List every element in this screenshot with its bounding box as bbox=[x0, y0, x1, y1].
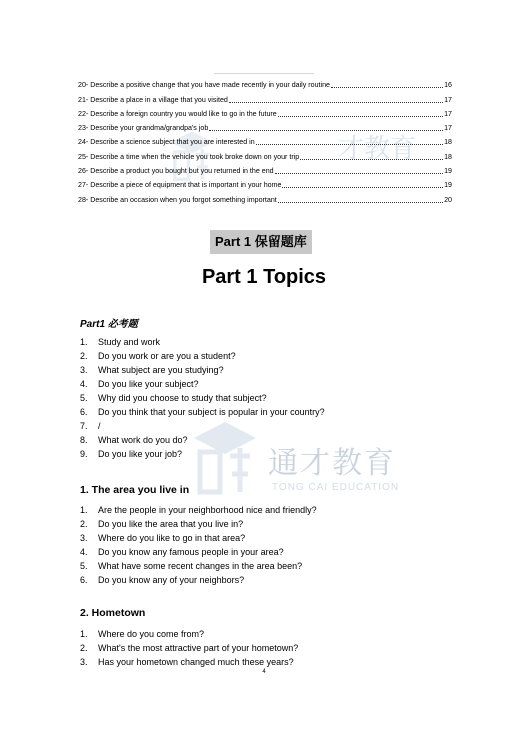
section-banner: Part 1 保留题库 bbox=[210, 230, 312, 254]
toc-entry[interactable] bbox=[78, 133, 452, 147]
toc-page-number: 16 bbox=[444, 81, 452, 90]
toc-entry-text: 26- Describe a product you bought but you returned in the end bbox=[78, 167, 274, 176]
question-number: 2. bbox=[80, 643, 88, 653]
question-text: Do you like your subject? bbox=[98, 379, 199, 389]
question-number: 3. bbox=[80, 365, 88, 375]
toc-leader-dots bbox=[278, 115, 443, 117]
toc-leader-dots bbox=[331, 86, 443, 88]
toc-entry-text: 21- Describe a place in a village that you visited bbox=[78, 95, 228, 104]
question-item bbox=[80, 503, 460, 517]
page-title: Part 1 Topics bbox=[201, 266, 327, 288]
question-item bbox=[80, 391, 460, 405]
question-number: 6. bbox=[80, 575, 88, 585]
toc-leader-dots bbox=[278, 201, 443, 203]
toc-entry-text: 22- Describe a foreign country you would like to go in the future bbox=[78, 109, 277, 118]
toc-leader-dots bbox=[229, 101, 443, 103]
question-item bbox=[80, 405, 460, 419]
question-text: Do you work or are you a student? bbox=[98, 351, 236, 361]
watermark-text-en: TONG CAI EDUCATION bbox=[272, 482, 400, 493]
question-number: 1. bbox=[80, 337, 88, 347]
question-item bbox=[80, 641, 460, 655]
question-number: 3. bbox=[80, 533, 88, 543]
toc-page-number: 18 bbox=[444, 138, 452, 147]
toc-page-number: 20 bbox=[444, 195, 452, 204]
question-number: 3. bbox=[80, 657, 88, 667]
toc-page-number: 17 bbox=[444, 95, 452, 104]
toc-entry-text: 24- Describe a science subject that you are interested in bbox=[78, 138, 255, 147]
toc-page-number: 18 bbox=[444, 152, 452, 161]
question-text: What's the most attractive part of your hometown? bbox=[98, 643, 299, 653]
question-number: 6. bbox=[80, 407, 88, 417]
question-text: Study and work bbox=[98, 337, 161, 347]
toc-entry[interactable] bbox=[78, 119, 452, 133]
page-number: 4 bbox=[262, 669, 266, 675]
question-text: Do you know any of your neighbors? bbox=[98, 575, 245, 585]
toc-page-number: 19 bbox=[444, 167, 452, 176]
toc-entry[interactable] bbox=[78, 147, 452, 161]
question-list-hometown bbox=[80, 627, 460, 669]
question-text: Has your hometown changed much these years? bbox=[98, 657, 294, 667]
question-item bbox=[80, 335, 460, 349]
question-text: Do you know any famous people in your area? bbox=[98, 547, 284, 557]
question-item bbox=[80, 377, 460, 391]
question-item bbox=[80, 419, 460, 433]
toc-entry-text: 27- Describe a piece of equipment that is important in your home bbox=[78, 181, 282, 190]
question-item bbox=[80, 545, 460, 559]
question-item bbox=[80, 627, 460, 641]
question-text: What have some recent changes in the area been? bbox=[98, 561, 303, 571]
question-number: 2. bbox=[80, 351, 88, 361]
toc-entry-text: 25- Describe a time when the vehicle you took broke down on your trip bbox=[78, 152, 300, 161]
question-text: Do you think that your subject is popular in your country? bbox=[98, 407, 325, 417]
toc-page-number: 17 bbox=[444, 109, 452, 118]
watermark-top-text: 才教育 bbox=[338, 134, 417, 164]
toc-entry[interactable] bbox=[78, 190, 452, 204]
toc-entry[interactable] bbox=[78, 176, 452, 190]
section-title-hometown: 2. Hometown bbox=[80, 607, 146, 619]
toc-entry-text: 28- Describe an occasion when you forgot something important bbox=[78, 195, 277, 204]
question-item bbox=[80, 447, 460, 461]
question-item bbox=[80, 531, 460, 545]
header-divider bbox=[214, 73, 314, 74]
question-number: 8. bbox=[80, 435, 88, 445]
toc-entry[interactable] bbox=[78, 162, 452, 176]
question-list-area bbox=[80, 503, 460, 587]
question-number: 1. bbox=[80, 629, 88, 639]
question-number: 5. bbox=[80, 393, 88, 403]
question-number: 2. bbox=[80, 519, 88, 529]
toc-leader-dots bbox=[300, 158, 443, 160]
toc-leader-dots bbox=[256, 143, 443, 145]
question-item bbox=[80, 573, 460, 587]
toc-page-number: 19 bbox=[444, 181, 452, 190]
question-text: What subject are you studying? bbox=[98, 365, 224, 375]
question-number: 4. bbox=[80, 547, 88, 557]
toc-entry[interactable] bbox=[78, 90, 452, 104]
question-text: / bbox=[98, 421, 101, 431]
question-text: Why did you choose to study that subject? bbox=[98, 393, 267, 403]
question-item bbox=[80, 517, 460, 531]
toc-leader-dots bbox=[282, 186, 443, 188]
toc-entry[interactable] bbox=[78, 76, 452, 90]
question-text: What work do you do? bbox=[98, 435, 188, 445]
question-item bbox=[80, 559, 460, 573]
question-list-study-work bbox=[80, 335, 460, 461]
question-number: 9. bbox=[80, 449, 88, 459]
toc-entry-text: 23- Describe your grandma/grandpa's job bbox=[78, 124, 209, 133]
question-text: Are the people in your neighborhood nice and friendly? bbox=[98, 505, 317, 515]
watermark-text-cn: 通才教育 bbox=[268, 446, 396, 481]
table-of-contents bbox=[78, 76, 452, 205]
question-number: 7. bbox=[80, 421, 88, 431]
toc-entry-text: 20- Describe a positive change that you have made recently in your daily routine bbox=[78, 81, 330, 90]
question-text: Do you like the area that you live in? bbox=[98, 519, 244, 529]
question-number: 1. bbox=[80, 505, 88, 515]
question-item bbox=[80, 655, 460, 669]
section-title-area: 1. The area you live in bbox=[80, 484, 190, 496]
toc-leader-dots bbox=[275, 172, 444, 174]
question-number: 5. bbox=[80, 561, 88, 571]
toc-entry[interactable] bbox=[78, 105, 452, 119]
question-item bbox=[80, 433, 460, 447]
question-item bbox=[80, 363, 460, 377]
question-text: Do you like your job? bbox=[98, 449, 183, 459]
question-item bbox=[80, 349, 460, 363]
question-text: Where do you come from? bbox=[98, 629, 205, 639]
toc-leader-dots bbox=[209, 129, 443, 131]
subsection-heading: Part1 必考题 bbox=[80, 319, 138, 330]
question-text: Where do you like to go in that area? bbox=[98, 533, 246, 543]
toc-page-number: 17 bbox=[444, 124, 452, 133]
question-number: 4. bbox=[80, 379, 88, 389]
